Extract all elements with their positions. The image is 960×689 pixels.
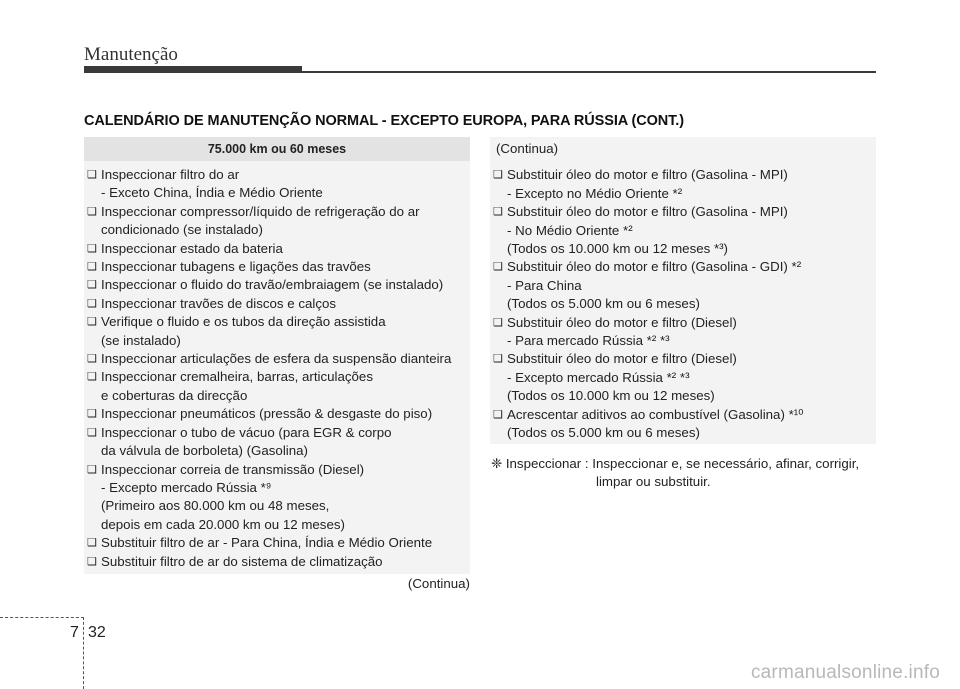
footer-rule-vertical — [83, 617, 84, 689]
checklist-item-line — [87, 553, 468, 571]
checklist-item-text: Inspeccionar tubagens e ligações das travões — [101, 259, 371, 275]
checklist-item-text: Inspeccionar filtro do ar — [101, 167, 240, 182]
checkbox-icon: ❑ — [87, 537, 97, 550]
checklist-item-subline: (Todos os 10.000 km ou 12 meses *³) — [507, 241, 728, 257]
checkbox-icon: ❑ — [87, 408, 97, 421]
checklist-item-subline: (Todos os 5.000 km ou 6 meses) — [507, 425, 700, 441]
page-number: 32 — [88, 624, 106, 641]
chapter-number: 7 — [70, 624, 79, 641]
checklist-item-text: Inspeccionar o tubo de vácuo (para EGR & corpo — [101, 424, 392, 440]
checklist-item-line — [493, 314, 874, 332]
checklist-item-text: Inspeccionar compressor/líquido de refrigeração do ar — [101, 203, 420, 219]
checklist-item — [493, 258, 874, 313]
checklist-item-subline: depois em cada 20.000 km ou 12 meses) — [101, 516, 345, 532]
checklist-item-subline: - Excepto no Médio Oriente *² — [507, 185, 683, 201]
continua-label-left: (Continua) — [407, 576, 470, 591]
checkbox-icon: ❑ — [87, 279, 97, 292]
checkbox-icon: ❑ — [493, 316, 503, 329]
checklist-item-text: Substituir óleo do motor e filtro (Gasolina - MPI) — [507, 204, 788, 220]
checklist-item-subline: (se instalado) — [101, 332, 181, 348]
checklist-item — [493, 314, 874, 351]
checklist-item-subline: da válvula de borboleta) (Gasolina) — [101, 443, 308, 459]
checklist-item — [493, 406, 874, 443]
checklist-item-subline: - Para mercado Rússia *² *³ — [507, 333, 670, 349]
checklist-item — [87, 240, 468, 258]
checklist-item-line — [87, 203, 468, 221]
checklist-item-subline: - Excepto mercado Rússia *⁹ — [101, 479, 272, 495]
checklist-item-line — [493, 406, 874, 424]
checklist-item — [87, 313, 468, 350]
watermark-text: carmanualsonline.info — [750, 662, 940, 683]
checkbox-icon: ❑ — [87, 371, 97, 384]
checklist-item-subline: (Primeiro aos 80.000 km ou 48 meses, — [101, 498, 330, 514]
checklist-item-subline: (Todos os 5.000 km ou 6 meses) — [507, 296, 700, 312]
checklist-item-line — [87, 166, 468, 184]
checklist-item-line — [87, 461, 468, 479]
checklist-item — [87, 258, 468, 276]
checklist-item-line — [493, 166, 874, 184]
checklist-item-line — [493, 350, 874, 368]
checkbox-icon: ❑ — [87, 242, 97, 255]
left-checklist — [87, 166, 468, 571]
checklist-item-text: Substituir óleo do motor e filtro (Diesel) — [507, 351, 737, 367]
checkbox-icon: ❑ — [87, 297, 97, 310]
inspection-note-line2: limpar ou substituir. — [596, 474, 711, 490]
checklist-item — [493, 350, 874, 405]
right-checklist-items — [493, 166, 874, 442]
checklist-item — [87, 553, 468, 571]
checklist-item — [87, 534, 468, 552]
checklist-item — [493, 166, 874, 203]
checkbox-icon: ❑ — [87, 555, 97, 568]
checklist-item — [493, 203, 874, 258]
checkbox-icon: ❑ — [87, 316, 97, 329]
checkbox-icon: ❑ — [87, 426, 97, 439]
page-header-title: Manutenção — [84, 44, 178, 65]
checklist-item-text: Substituir óleo do motor e filtro (Gasolina - GDI) *² — [507, 259, 802, 275]
checklist-item — [87, 276, 468, 294]
checklist-item — [87, 203, 468, 240]
checkbox-icon: ❑ — [493, 408, 503, 421]
checklist-item-text: Inspeccionar cremalheira, barras, articulações — [101, 369, 373, 385]
checklist-item-subline: (Todos os 10.000 km ou 12 meses) — [507, 388, 715, 404]
checkbox-icon: ❑ — [493, 261, 503, 274]
checklist-item-subline: - No Médio Oriente *² — [507, 222, 633, 238]
checklist-item-text: Inspeccionar correia de transmissão (Diesel) — [101, 461, 365, 477]
checklist-item — [87, 368, 468, 405]
checklist-item-subline: - Para China — [507, 277, 582, 293]
checklist-item-subline: condicionado (se instalado) — [101, 222, 263, 238]
checklist-item-text: Inspeccionar o fluido do travão/embraiagem (se instalado) — [101, 277, 444, 293]
checklist-item-subline: - Exceto China, Índia e Médio Oriente — [101, 185, 323, 201]
continua-label-right: (Continua) — [496, 141, 559, 156]
checkbox-icon: ❑ — [87, 205, 97, 218]
checklist-item-line — [87, 350, 468, 368]
checkbox-icon: ❑ — [87, 169, 97, 181]
checklist-item-text: Inspeccionar articulações de esfera da suspensão dianteira — [101, 351, 452, 367]
checkbox-icon: ❑ — [87, 261, 97, 274]
checkbox-icon: ❑ — [87, 463, 97, 476]
checklist-item-text: Substituir filtro de ar - Para China, Índia e Médio Oriente — [101, 535, 433, 551]
checklist-item-line — [87, 313, 468, 331]
checkbox-icon: ❑ — [493, 353, 503, 366]
checklist-item — [87, 424, 468, 461]
checklist-item-text: Verifique o fluido e os tubos da direção assistida — [101, 314, 386, 330]
checklist-item-line — [493, 203, 874, 221]
checklist-item-line — [87, 258, 468, 276]
checklist-item-text: Acrescentar aditivos ao combustível (Gasolina) *¹⁰ — [507, 406, 804, 422]
checklist-item-subline: e coberturas da direcção — [101, 387, 248, 403]
header-rule-thin — [302, 71, 876, 73]
checklist-item — [87, 405, 468, 423]
header-rule-thick — [84, 66, 302, 73]
checkbox-icon: ❑ — [493, 169, 503, 182]
checklist-item-text: Substituir filtro de ar do sistema de climatização — [101, 553, 383, 569]
footer-rule-horizontal — [0, 617, 84, 618]
checkbox-icon: ❑ — [87, 353, 97, 366]
checklist-item-line — [87, 295, 468, 313]
inspection-note-line1: ❈ Inspeccionar : Inspeccionar e, se necessário, afinar, corrigir, — [491, 456, 860, 471]
checklist-item-line — [87, 276, 468, 294]
checkbox-icon: ❑ — [493, 206, 503, 219]
checklist-item — [87, 461, 468, 535]
section-title: CALENDÁRIO DE MANUTENÇÃO NORMAL - EXCEPTO EUROPA, PARA RÚSSIA (CONT.) — [84, 113, 684, 129]
checklist-item-line — [493, 258, 874, 276]
checklist-item-subline: - Excepto mercado Rússia *² *³ — [507, 369, 690, 385]
inspection-note — [491, 455, 881, 492]
checklist-item-text: Substituir óleo do motor e filtro (Diesel) — [507, 314, 737, 330]
checklist-item-line — [87, 368, 468, 386]
checklist-item-line — [87, 405, 468, 423]
checklist-item-line — [87, 424, 468, 442]
checklist-item-text: Substituir óleo do motor e filtro (Gasolina - MPI) — [507, 167, 788, 183]
checklist-item — [87, 166, 468, 203]
checklist-item-text: Inspeccionar pneumáticos (pressão & desgaste do piso) — [101, 406, 433, 422]
checklist-item-line — [87, 534, 468, 552]
checklist-item — [87, 295, 468, 313]
checklist-item-text: Inspeccionar estado da bateria — [101, 240, 283, 256]
checklist-item-line — [87, 240, 468, 258]
right-checklist — [493, 140, 874, 443]
checklist-item — [87, 350, 468, 368]
checklist-item-text: Inspeccionar travões de discos e calços — [101, 295, 337, 311]
left-schedule-heading: 75.000 km ou 60 meses — [84, 137, 470, 161]
